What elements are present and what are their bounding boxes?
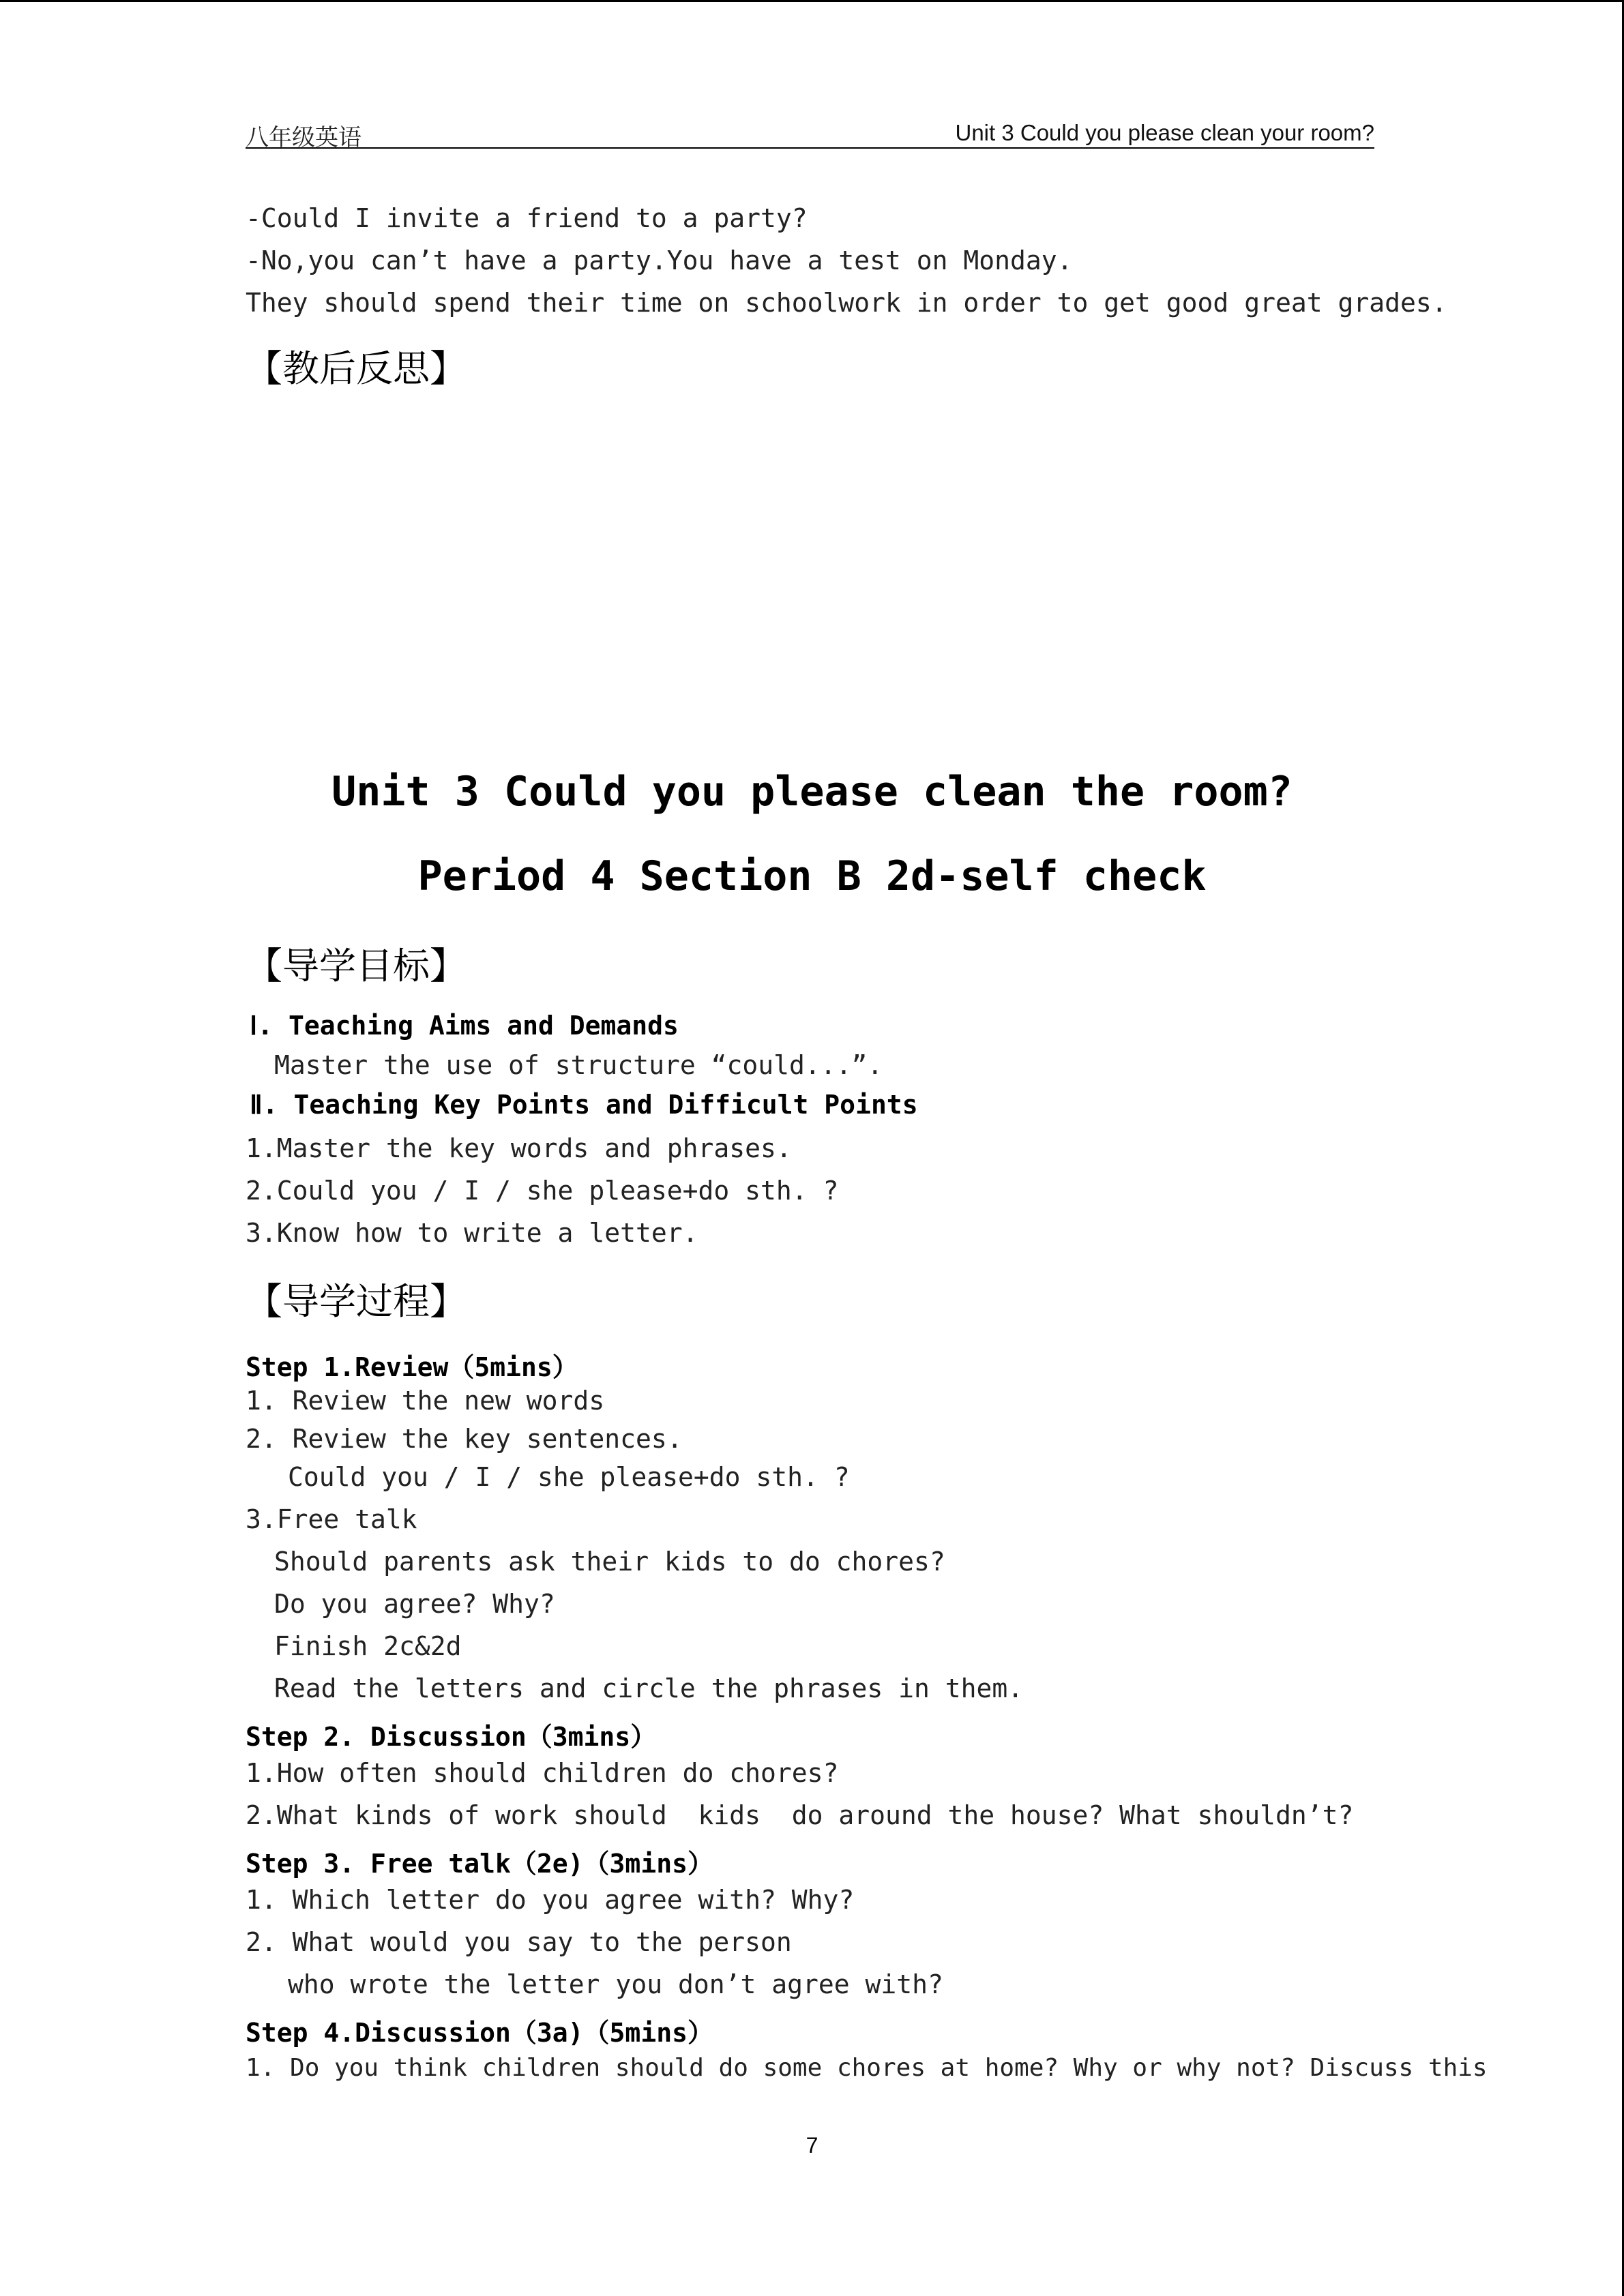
- goals-heading: 【导学目标】: [246, 944, 467, 987]
- reflection-heading: 【教后反思】: [246, 347, 467, 390]
- step1-item: Should parents ask their kids to do chores?: [274, 1547, 945, 1577]
- step3-heading: Step 3. Free talk（2e)（3mins）: [246, 1849, 713, 1879]
- step1-item: Could you / I / she please+do sth. ?: [288, 1462, 850, 1492]
- step4-heading: Step 4.Discussion（3a)（5mins）: [246, 2018, 713, 2048]
- step2-item: 1.How often should children do chores?: [246, 1758, 839, 1788]
- page-header: [246, 117, 1374, 149]
- unit-title: Unit 3 Could you please clean the room?: [331, 768, 1293, 816]
- page-top-border: [0, 0, 1624, 2]
- period-title: Period 4 Section B 2d-self check: [417, 852, 1207, 900]
- dialogue-line: They should spend their time on schoolwork in order to get good great grades.: [246, 288, 1447, 318]
- key-point-item: 2.Could you / I / she please+do sth. ?: [246, 1176, 839, 1206]
- header-unit-title: Unit 3 Could you please clean your room?: [955, 120, 1374, 145]
- key-point-item: 1.Master the key words and phrases.: [246, 1133, 792, 1163]
- key-points-heading: Ⅱ. Teaching Key Points and Difficult Points: [250, 1090, 918, 1120]
- step3-item: 2. What would you say to the person: [246, 1927, 792, 1957]
- step1-item: Do you agree? Why?: [274, 1589, 555, 1619]
- step3-item: who wrote the letter you don’t agree with?: [288, 1969, 943, 1999]
- header-grade-label: 八年级英语: [246, 124, 361, 151]
- step1-item: Finish 2c&2d: [274, 1631, 462, 1661]
- dialogue-line: -No,you can’t have a party.You have a test on Monday.: [246, 245, 1073, 275]
- step3-item: 1. Which letter do you agree with? Why?: [246, 1885, 855, 1915]
- step1-item: Read the letters and circle the phrases in them.: [274, 1673, 1024, 1703]
- key-point-item: 3.Know how to write a letter.: [246, 1218, 698, 1248]
- step4-item: 1. Do you think children should do some chores at home? Why or why not? Discuss this: [246, 2054, 1488, 2082]
- aims-heading: Ⅰ. Teaching Aims and Demands: [250, 1011, 679, 1041]
- step1-heading: Step 1.Review（5mins）: [246, 1352, 578, 1382]
- process-heading: 【导学过程】: [246, 1280, 467, 1323]
- step1-item: 2. Review the key sentences.: [246, 1424, 683, 1454]
- page-number: 7: [806, 2133, 818, 2158]
- dialogue-line: -Could I invite a friend to a party?: [246, 203, 808, 233]
- step2-item: 2.What kinds of work should kids do around the house? What shouldn’t?: [246, 1800, 1354, 1830]
- step1-item: 3.Free talk: [246, 1504, 417, 1534]
- step2-heading: Step 2. Discussion（3mins）: [246, 1722, 657, 1752]
- step1-item: 1. Review the new words: [246, 1386, 605, 1416]
- aims-text: Master the use of structure “could...”.: [274, 1050, 883, 1080]
